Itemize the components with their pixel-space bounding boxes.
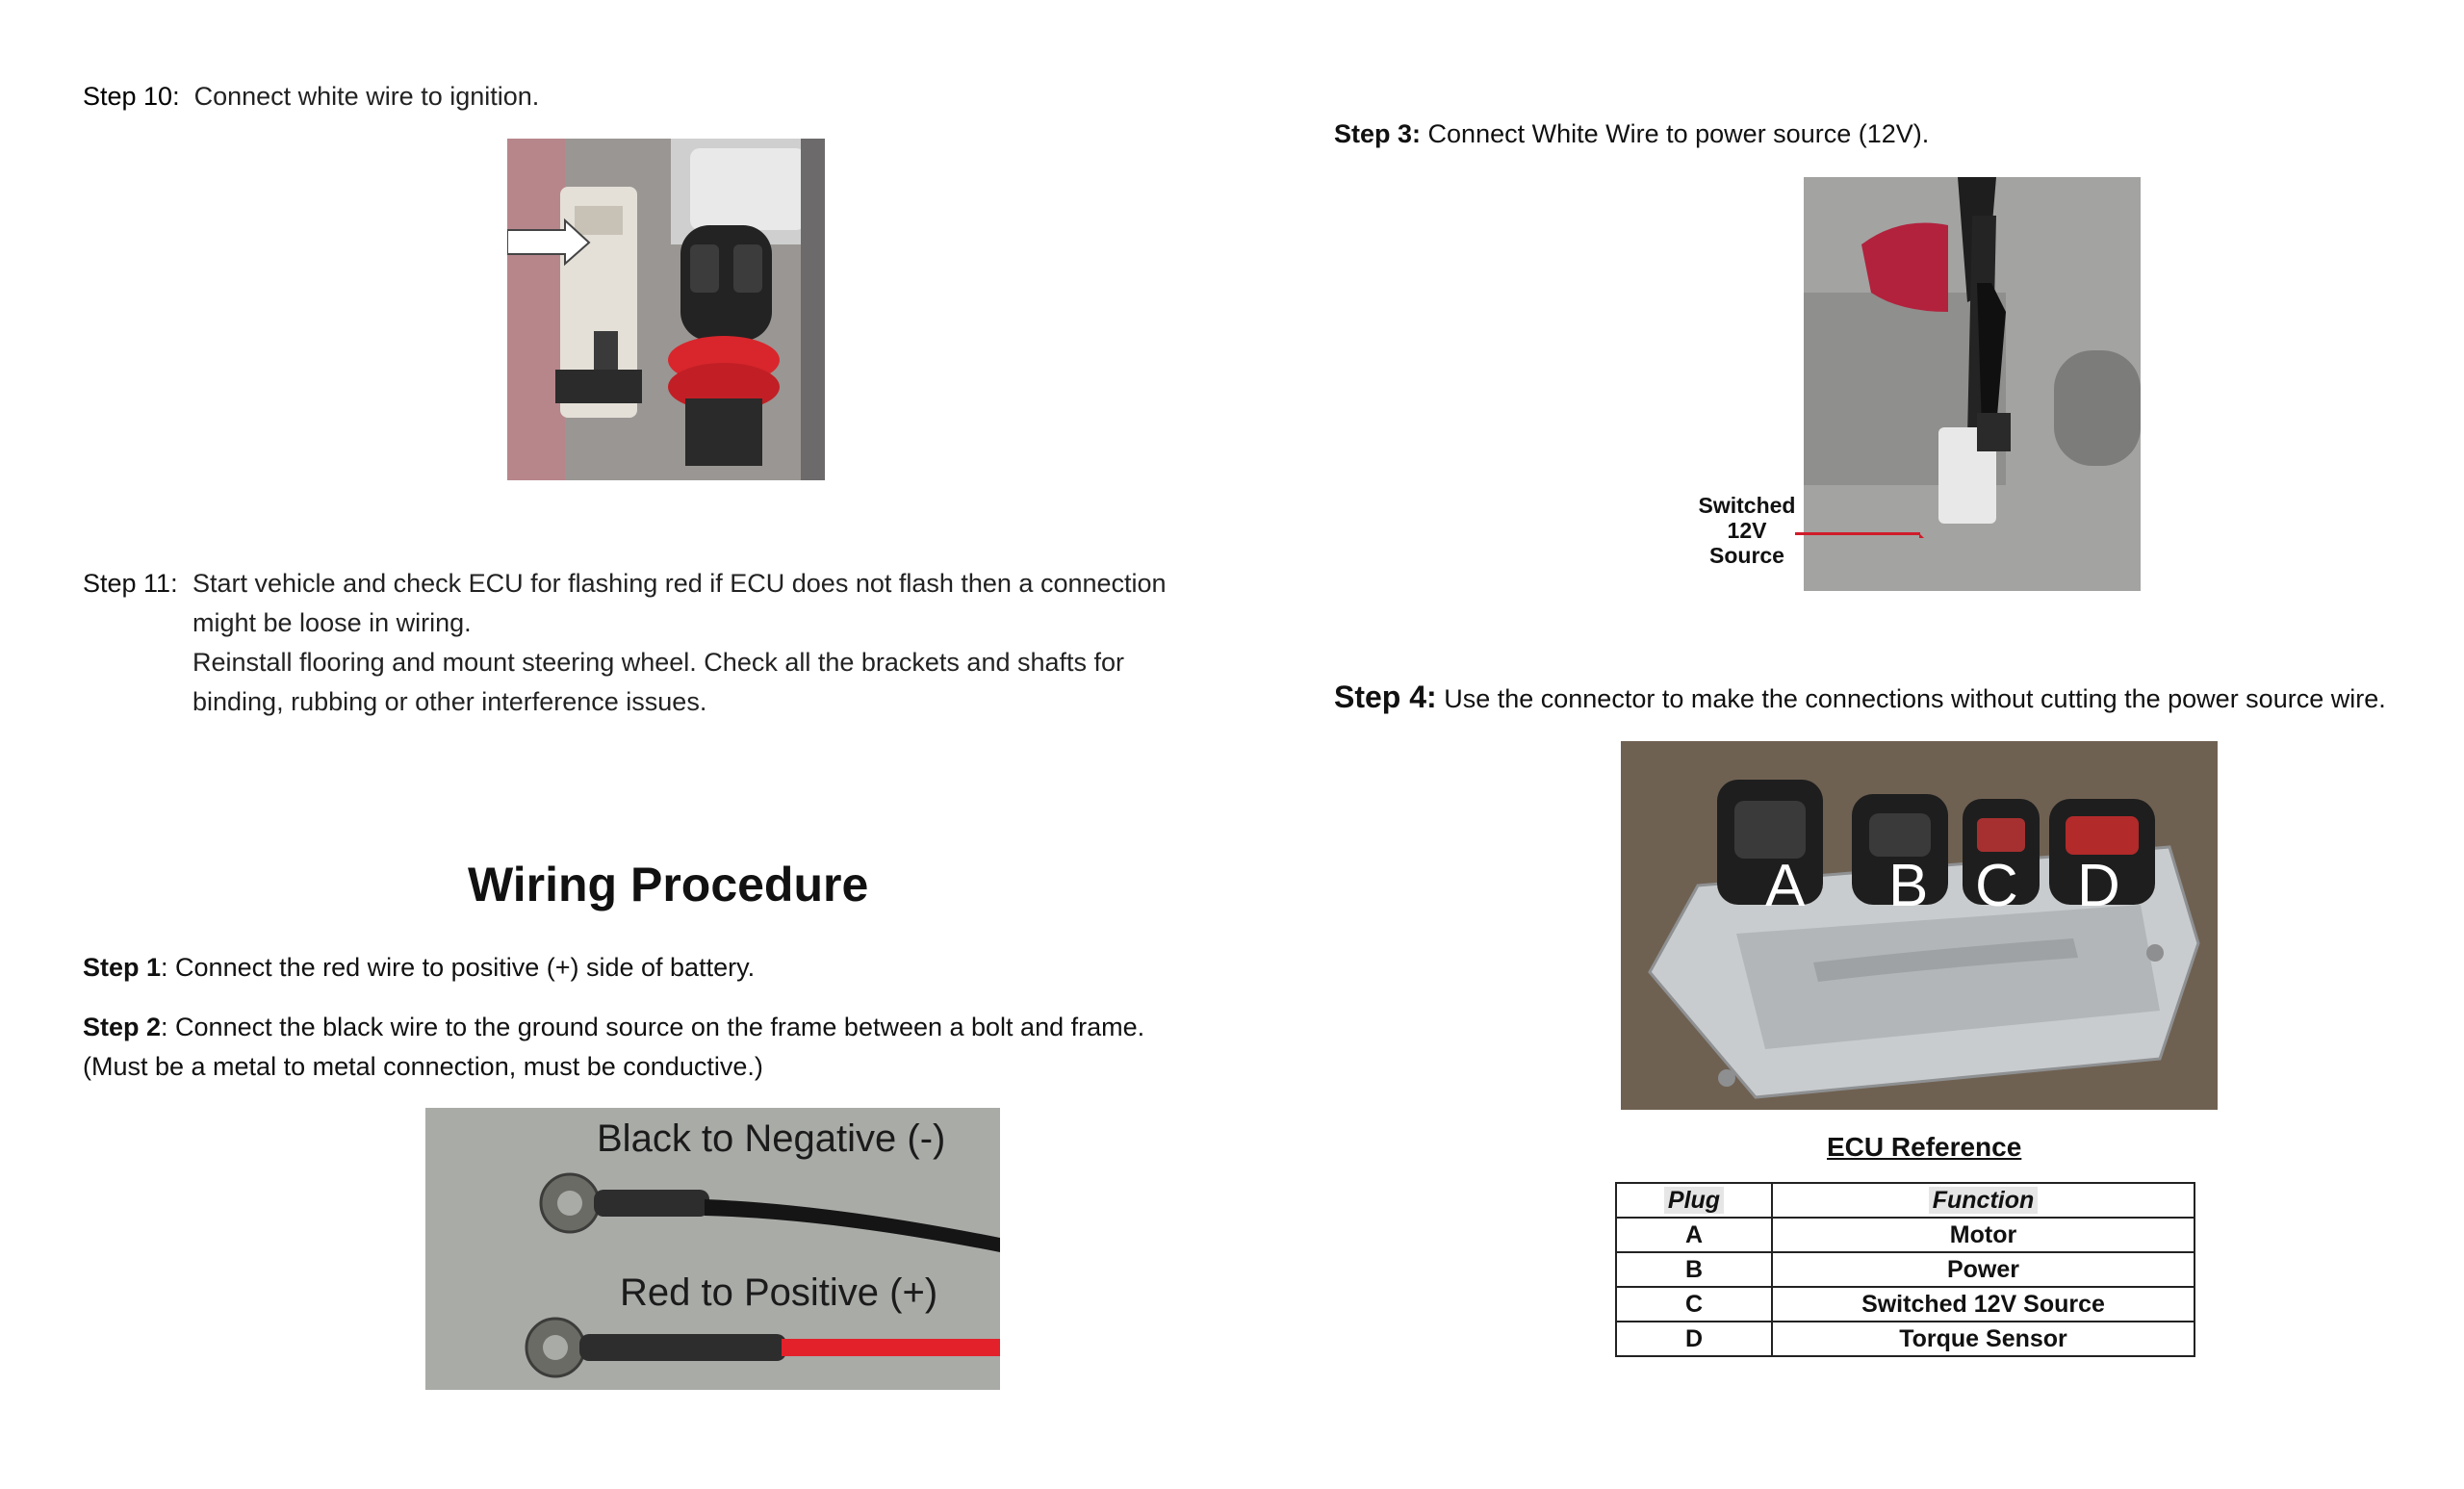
section-title: Wiring Procedure bbox=[468, 858, 869, 911]
ecu-plug-b: B bbox=[1888, 853, 1929, 919]
step11-label: Step 11: bbox=[83, 569, 178, 598]
table-row bbox=[1616, 1322, 2194, 1356]
table-cell-function: Power bbox=[1772, 1252, 2194, 1287]
step3-label: Step 3: bbox=[1334, 119, 1422, 148]
switched-label-line-2: 12V bbox=[1727, 518, 1767, 543]
table-header-function: Function bbox=[1772, 1183, 2194, 1218]
power-source-photo bbox=[1804, 177, 2141, 591]
switched-source-arrow bbox=[1795, 532, 1920, 535]
ecu-photo bbox=[1621, 741, 2218, 1110]
step11-line-3: Reinstall flooring and mount steering wheel. Check all the brackets and shafts for bbox=[192, 648, 1125, 677]
black-to-negative-label: Black to Negative (-) bbox=[597, 1117, 946, 1160]
step2-text: : Connect the black wire to the ground source on the frame between a bolt and frame. bbox=[161, 1013, 1145, 1041]
table-header-row bbox=[1616, 1183, 2194, 1218]
table-cell-plug: B bbox=[1616, 1252, 1772, 1287]
step2 bbox=[83, 1008, 1144, 1047]
step3-text: Connect White Wire to power source (12V). bbox=[1427, 119, 1930, 148]
step1 bbox=[83, 948, 755, 988]
table-cell-plug: D bbox=[1616, 1322, 1772, 1356]
table-cell-function: Motor bbox=[1772, 1218, 2194, 1252]
ecu-reference-table bbox=[1615, 1182, 2195, 1357]
table-header-plug: Plug bbox=[1616, 1183, 1772, 1218]
step10-text: Connect white wire to ignition. bbox=[193, 82, 540, 111]
step4 bbox=[1334, 678, 2386, 719]
step4-label: Step 4: bbox=[1334, 680, 1437, 714]
table-cell-function: Torque Sensor bbox=[1772, 1322, 2194, 1356]
ecu-plug-d: D bbox=[2077, 853, 2120, 919]
switched-label-line-1: Switched bbox=[1698, 493, 1796, 518]
step11 bbox=[83, 564, 178, 603]
step1-label: Step 1 bbox=[83, 953, 162, 982]
table-cell-plug: A bbox=[1616, 1218, 1772, 1252]
table-cell-plug: C bbox=[1616, 1287, 1772, 1322]
step3 bbox=[1334, 115, 1929, 154]
step1-text: : Connect the red wire to positive (+) side of battery. bbox=[161, 953, 756, 982]
ecu-plug-a: A bbox=[1765, 853, 1806, 919]
step11-line-4: binding, rubbing or other interference issues. bbox=[192, 687, 707, 716]
step10 bbox=[83, 77, 539, 116]
step4-text: Use the connector to make the connections without cutting the power source wire. bbox=[1444, 684, 2386, 713]
switched-12v-label bbox=[1697, 493, 1797, 568]
table-cell-function: Switched 12V Source bbox=[1772, 1287, 2194, 1322]
ecu-plug-c: C bbox=[1975, 853, 2018, 919]
red-to-positive-label: Red to Positive (+) bbox=[620, 1271, 938, 1314]
step10-label: Step 10: bbox=[83, 82, 180, 111]
switched-label-line-3: Source bbox=[1709, 543, 1784, 568]
table-row bbox=[1616, 1252, 2194, 1287]
ecu-reference-title: ECU Reference bbox=[1827, 1132, 2022, 1162]
ignition-connector-photo bbox=[507, 139, 825, 480]
step2-label: Step 2 bbox=[83, 1013, 162, 1041]
battery-cables-photo bbox=[425, 1108, 1000, 1390]
table-row bbox=[1616, 1218, 2194, 1252]
step2-line-2: (Must be a metal to metal connection, must be conductive.) bbox=[83, 1052, 763, 1081]
step11-line-1: Start vehicle and check ECU for flashing red if ECU does not flash then a connection bbox=[192, 569, 1167, 598]
table-row bbox=[1616, 1287, 2194, 1322]
step11-line-2: might be loose in wiring. bbox=[192, 608, 472, 637]
